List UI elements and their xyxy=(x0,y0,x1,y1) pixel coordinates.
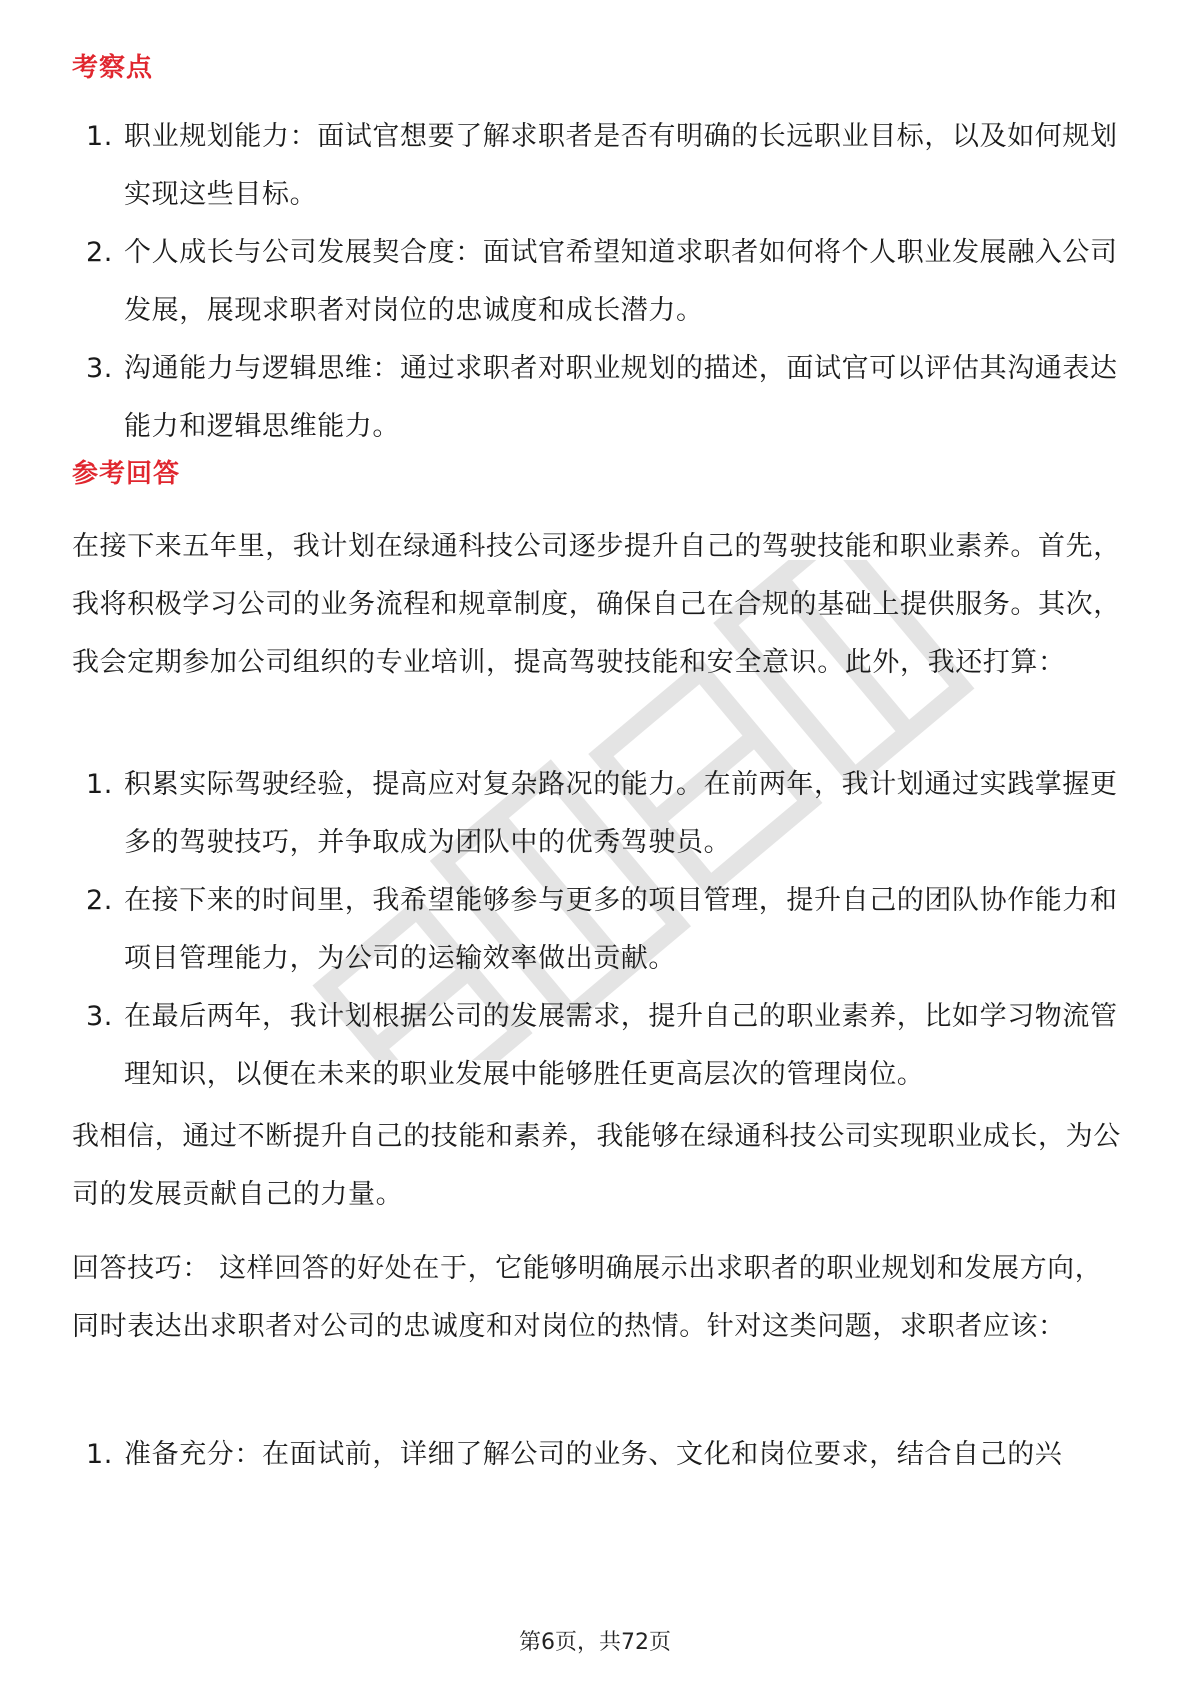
list-item xyxy=(72,872,1132,988)
points-list xyxy=(72,108,1132,456)
list-item-number: 1. xyxy=(86,1439,113,1470)
list-item-number: 1. xyxy=(86,121,113,152)
list-item-text: 在最后两年，我计划根据公司的发展需求，提升自己的职业素养，比如学习物流管理知识，以便在未来的职业发展中能够胜任更高层次的管理岗位。 xyxy=(124,1001,1118,1090)
list-item-number: 3. xyxy=(86,353,113,384)
list-item-text: 准备充分：在面试前，详细了解公司的业务、文化和岗位要求，结合自己的兴 xyxy=(124,1439,1063,1470)
list-item-number: 3. xyxy=(86,1001,113,1032)
section-title-answer: 参考回答 xyxy=(72,459,181,489)
section-title-points: 考察点 xyxy=(72,53,154,83)
list-item xyxy=(72,224,1132,340)
list-item xyxy=(72,756,1132,872)
list-item-number: 2. xyxy=(86,237,113,268)
answer-intro-paragraph: 在接下来五年里，我计划在绿通科技公司逐步提升自己的驾驶技能和职业素养。首先，我将积极学习公司的业务流程和规章制度，确保自己在合规的基础上提供服务。其次，我会定期参加公司组织的专业培训，提高驾驶技能和安全意识。此外，我还打算： xyxy=(72,531,1121,678)
list-item xyxy=(72,988,1132,1104)
list-item xyxy=(72,108,1132,224)
list-item-text: 职业规划能力：面试官想要了解求职者是否有明确的长远职业目标，以及如何规划实现这些目标。 xyxy=(124,121,1118,210)
tips-list xyxy=(72,1426,1132,1484)
list-item-text: 个人成长与公司发展契合度：面试官希望知道求职者如何将个人职业发展融入公司发展，展现求职者对岗位的忠诚度和成长潜力。 xyxy=(124,237,1118,326)
list-item-text: 积累实际驾驶经验，提高应对复杂路况的能力。在前两年，我计划通过实践掌握更多的驾驶技巧，并争取成为团队中的优秀驾驶员。 xyxy=(124,769,1118,858)
list-item-number: 2. xyxy=(86,885,113,916)
list-item xyxy=(72,340,1132,456)
page-number-footer: 第6页，共72页 xyxy=(519,1630,671,1655)
answer-conclusion-paragraph: 我相信，通过不断提升自己的技能和素养，我能够在绿通科技公司实现职业成长，为公司的发展贡献自己的力量。 xyxy=(72,1121,1121,1210)
tips-paragraph: 回答技巧： 这样回答的好处在于，它能够明确展示出求职者的职业规划和发展方向，同时表达出求职者对公司的忠诚度和对岗位的热情。针对这类问题，求职者应该： xyxy=(72,1253,1103,1342)
list-item-text: 在接下来的时间里，我希望能够参与更多的项目管理，提升自己的团队协作能力和项目管理能力，为公司的运输效率做出贡献。 xyxy=(124,885,1118,974)
list-item-text: 沟通能力与逻辑思维：通过求职者对职业规划的描述，面试官可以评估其沟通表达能力和逻辑思维能力。 xyxy=(124,353,1118,442)
list-item xyxy=(72,1426,1132,1484)
list-item-number: 1. xyxy=(86,769,113,800)
answer-list xyxy=(72,756,1132,1104)
